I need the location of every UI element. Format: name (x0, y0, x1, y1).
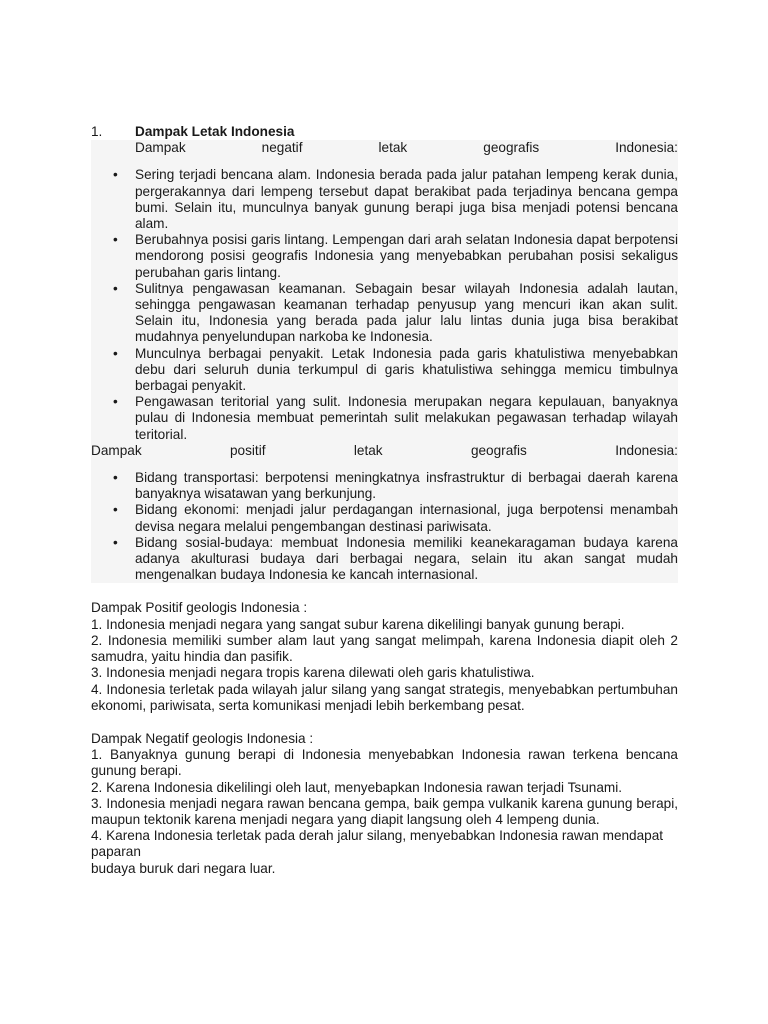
bullet-icon: • (113, 280, 118, 296)
heading-word: Dampak (135, 140, 186, 156)
list-item-text: Munculnya berbagai penyakit. Letak Indonesia pada garis khatulistiwa menyebabkan debu dari seluruh dunia terkumpul di garis khatulistiwa sehingga memicu timbulnya berbagai penyakit. (135, 345, 678, 394)
geo-negative-item-continued: budaya buruk dari negara luar. (91, 860, 276, 876)
list-item (91, 394, 678, 443)
list-item-text: Pengawasan teritorial yang sulit. Indonesia merupakan negara kepulauan, banyaknya pulau di Indonesia membuat pemerintah sulit melakukan pegawasan terhadap wilayah teritorial. (135, 394, 678, 442)
list-item-text: Berubahnya posisi garis lintang. Lempengan dari arah selatan Indonesia dapat berpotensi mendorong posisi geografis Indonesia yang menyebabkan perubahan posisi sekaligus perubahan garis lintang. (135, 232, 678, 280)
bullet-icon: • (113, 534, 118, 550)
geo-negative-item: 1. Banyaknya gunung berapi di Indonesia menyebabkan Indonesia rawan terkena bencana gunung berapi. (91, 747, 678, 779)
list-item-text: Bidang ekonomi: menjadi jalur perdagangan internasional, juga berpotensi menambah devisa negara melalui pengembangan destinasi pariwisata. (135, 502, 678, 534)
heading-word: Indonesia: (615, 140, 678, 156)
list-item-text: Bidang transportasi: berpotensi meningkatnya insfrastruktur di berbagai daerah karena banyaknya wisatawan yang berkunjung. (135, 470, 678, 502)
geo-positive-item: 1. Indonesia menjadi negara yang sangat subur karena dikelilingi banyak gunung berapi. (91, 616, 625, 632)
geo-negative-item: 3. Indonesia menjadi negara rawan bencana gempa, baik gempa vulkanik karena gunung berapi, maupun tektonik karena menjadi negara yang diapit langsung oleh 4 lempeng dunia. (91, 795, 678, 827)
list-item-text: Bidang sosial-budaya: membuat Indonesia memiliki keanekaragaman budaya karena adanya akulturasi budaya dari berbagai negara, selain itu akan sangat mudah mengenalkan budaya Indonesia ke kancah internasional. (135, 534, 678, 583)
bullet-icon: • (113, 345, 118, 361)
list-item-text: Sering terjadi bencana alam. Indonesia berada pada jalur patahan lempeng kerak dunia, pergerakannya dari lempeng tersebut dapat berakibat pada terjadinya bencana gempa bumi. Selain itu, munculnya banyak gunung berapi juga bisa menjadi potensi bencana alam. (135, 167, 678, 232)
negative-list (91, 167, 678, 442)
list-item (91, 502, 678, 534)
positive-heading (91, 443, 678, 459)
list-item (91, 535, 678, 584)
bullet-icon: • (113, 232, 118, 248)
shaded-block (91, 140, 678, 583)
spacer (91, 583, 678, 600)
list-item-text: Sulitnya pengawasan keamanan. Sebagain besar wilayah Indonesia adalah lautan, sehingga pengawasan keamanan terhadap penyusup yang mencuri ikan akan sulit. Selain itu, Indonesia yang berada pada jalur lalu lintas dunia juga bisa berakibat mudahnya penyelundupan narkoba ke Indonesia. (135, 280, 678, 345)
heading-word: geografis (483, 140, 540, 156)
section-heading (91, 124, 678, 140)
heading-word: Dampak (91, 442, 142, 458)
geo-positive-item: 3. Indonesia menjadi negara tropis karena dilewati oleh garis khatulistiwa. (91, 665, 535, 681)
geo-negative-item: 4. Karena Indonesia terletak pada derah jalur silang, menyebabkan Indonesia rawan mendapat (91, 828, 664, 844)
bullet-icon: • (113, 167, 118, 183)
heading-word: negatif (261, 140, 303, 156)
list-item (91, 232, 678, 281)
bullet-icon: • (113, 394, 118, 410)
section-title: Dampak Letak Indonesia (135, 124, 295, 139)
geo-negative-title: Dampak Negatif geologis Indonesia : (91, 730, 314, 746)
heading-word: Indonesia: (615, 442, 678, 458)
heading-word: positif (229, 442, 266, 458)
document-content (91, 124, 678, 877)
geo-positive-title: Dampak Positif geologis Indonesia : (91, 600, 308, 616)
bullet-icon: • (113, 502, 118, 518)
list-item (91, 281, 678, 346)
list-item (91, 167, 678, 232)
negative-heading (91, 140, 678, 156)
spacer (91, 714, 678, 731)
bullet-icon: • (113, 470, 118, 486)
geo-positive-item: 2. Indonesia memiliki sumber alam laut yang sangat melimpah, karena Indonesia diapit oleh 2 samudra, yaitu hindia dan pasifik. (91, 632, 678, 665)
positive-list (91, 470, 678, 583)
heading-word: letak (353, 442, 383, 458)
section-number: 1. (91, 124, 103, 139)
heading-word: geografis (470, 442, 527, 458)
list-item (91, 346, 678, 395)
geo-negative-item: 2. Karena Indonesia dikelilingi oleh laut, menyebapkan Indonesia rawan terjadi Tsunami. (91, 779, 622, 795)
geo-negative-item-continued: paparan (91, 844, 141, 860)
list-item (91, 470, 678, 502)
geo-positive-item: 4. Indonesia terletak pada wilayah jalur silang yang sangat strategis, menyebabkan pertumbuhan ekonomi, pariwisata, serta komunikasi menjadi lebih berkembang pesat. (91, 681, 678, 713)
heading-word: letak (378, 140, 408, 156)
